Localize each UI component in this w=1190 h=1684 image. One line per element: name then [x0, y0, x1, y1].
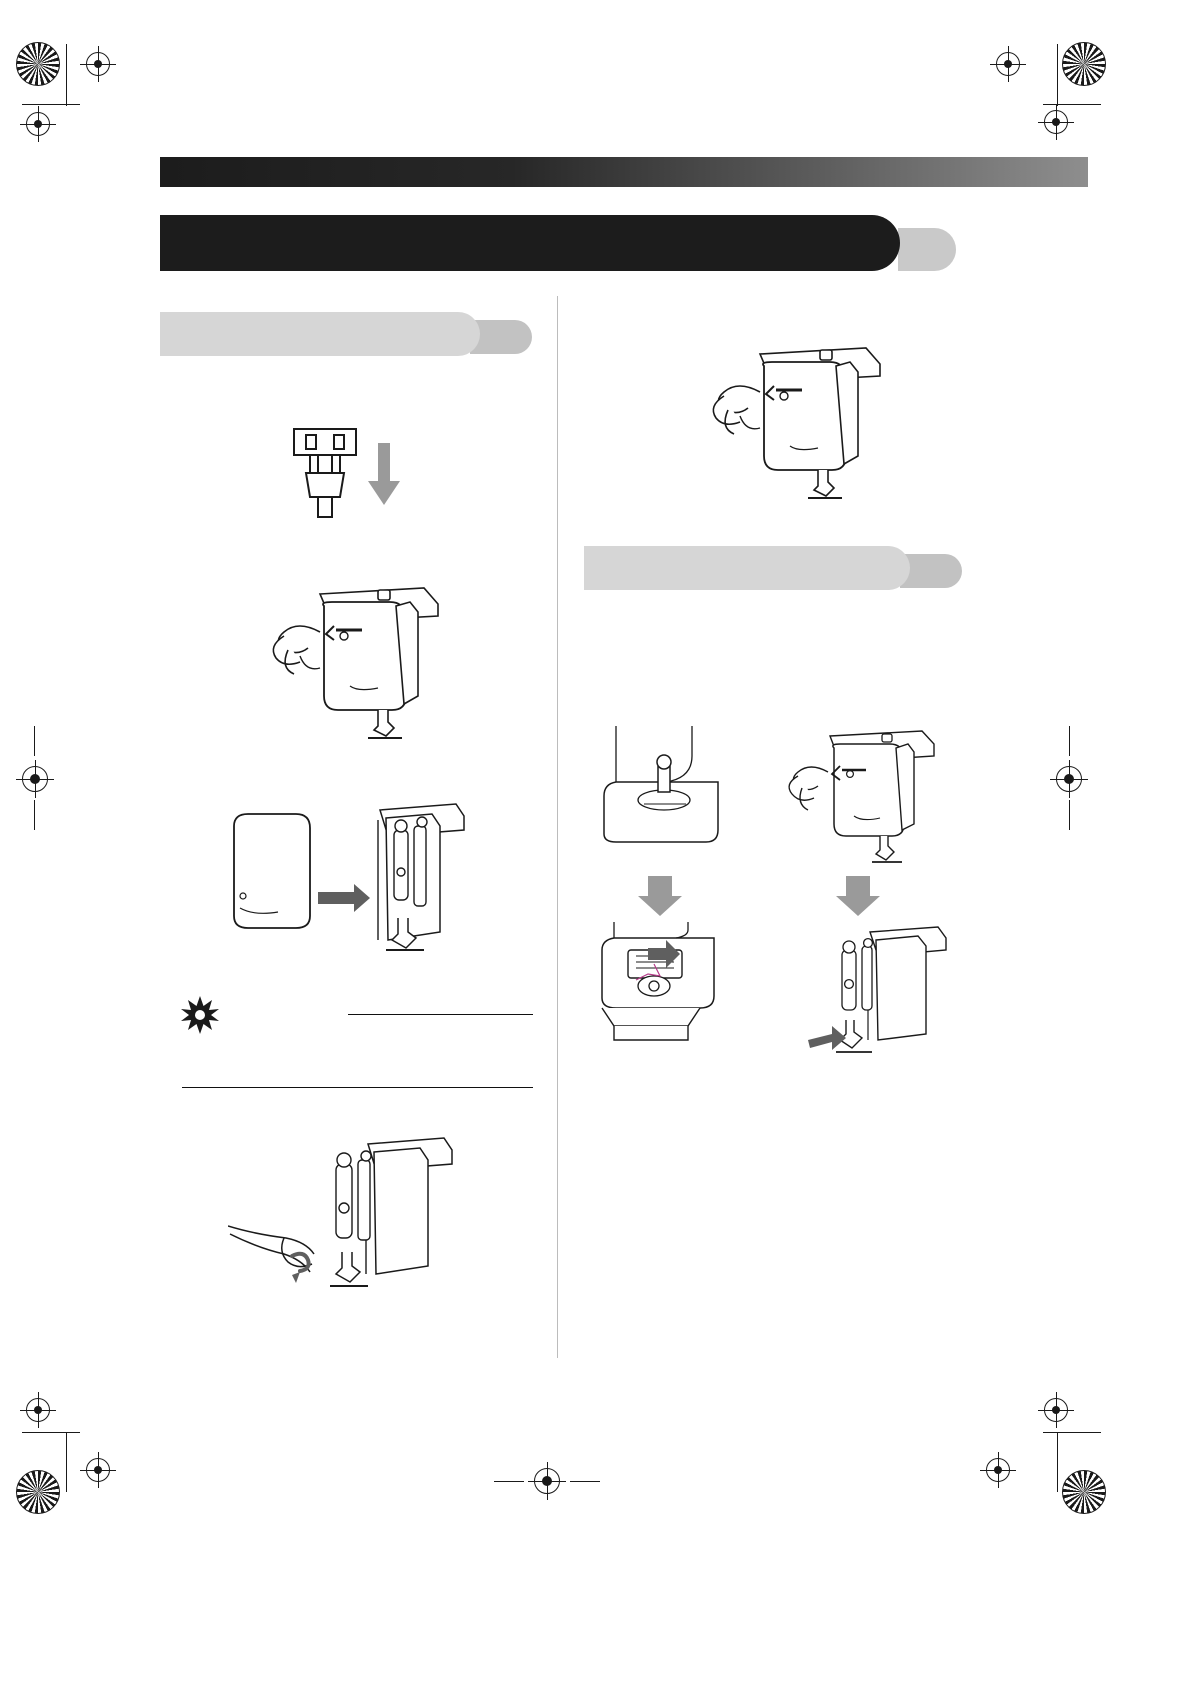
crop-mark-mid-right-b	[1069, 800, 1070, 830]
registration-starburst-top-left	[16, 42, 60, 86]
registration-starburst-top-right	[1062, 42, 1106, 86]
registration-dot-top-right-a	[1004, 60, 1012, 68]
registration-dot-bottom-center	[542, 1476, 552, 1486]
crop-mark-bottom-left-horizontal	[22, 1432, 80, 1433]
handwheel-turn-illustration	[228, 1130, 458, 1310]
crop-mark-bottom-left-vertical	[66, 1432, 67, 1492]
registration-dot-bottom-right	[1052, 1406, 1060, 1414]
chapter-header-bar	[160, 215, 900, 271]
crop-mark-mid-left-b	[34, 800, 35, 830]
crop-mark-bottom-right-vertical	[1057, 1432, 1058, 1492]
crop-mark-top-left-horizontal	[22, 104, 80, 105]
registration-dot-mid-left	[30, 774, 40, 784]
crop-mark-bottom-right-horizontal	[1043, 1432, 1101, 1433]
registration-dot-bottom-right-b	[994, 1466, 1002, 1474]
registration-starburst-bottom-left	[16, 1470, 60, 1514]
chapter-bar-shadow	[898, 228, 956, 271]
crop-mark-mid-left	[34, 726, 35, 756]
needle-plate-and-cover-illustration	[596, 726, 956, 1056]
section-header-bar-left	[160, 312, 480, 356]
note-rule-top	[348, 1014, 533, 1015]
crop-mark-mid-right	[1069, 726, 1070, 756]
power-plug-illustration	[280, 425, 410, 535]
column-divider	[557, 296, 558, 1358]
section-rule-left	[182, 1087, 533, 1088]
crop-mark-top-right-vertical	[1057, 44, 1058, 106]
machine-thread-cutter-illustration-left	[228, 576, 448, 756]
machine-thread-cutter-illustration-right	[660, 336, 890, 516]
registration-dot-top-left-b	[34, 120, 42, 128]
registration-dot-top-left-a	[94, 60, 102, 68]
note-starburst-icon	[180, 995, 220, 1035]
registration-dot-top-right-b	[1052, 118, 1060, 126]
registration-starburst-bottom-right	[1062, 1470, 1106, 1514]
crop-mark-top-left-vertical	[66, 44, 67, 106]
crop-mark-bottom-center-a	[494, 1481, 524, 1482]
registration-dot-mid-right	[1064, 774, 1074, 784]
registration-dot-bottom-left-b	[94, 1466, 102, 1474]
crop-mark-top-right-horizontal	[1043, 104, 1101, 105]
crop-mark-bottom-center-b	[570, 1481, 600, 1482]
shuttle-cover-removal-illustration	[218, 800, 468, 970]
registration-dot-bottom-left	[34, 1406, 42, 1414]
page-header-gradient-bar	[160, 157, 1088, 187]
section-header-bar-right	[584, 546, 910, 590]
